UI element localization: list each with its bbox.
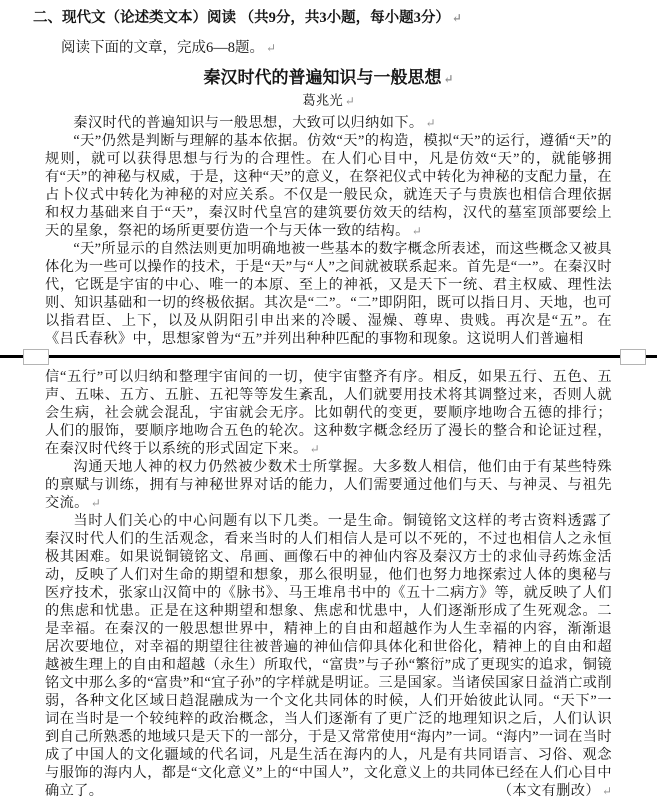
page-margin-marker-right: [620, 349, 646, 365]
source-note-text: （本文有删改）: [497, 783, 600, 799]
paragraph-mark: ↵: [266, 41, 277, 55]
paragraph-mark: ↵: [90, 496, 101, 510]
paragraph-mark: ↵: [443, 72, 454, 86]
paragraph-mark: ↵: [425, 116, 436, 130]
paragraph-3-part-2: [45, 368, 612, 458]
paragraph-mark: ↵: [344, 94, 355, 108]
page-break-line: [0, 355, 657, 358]
paragraph-3-text-before-break: “天”所显示的自然法则更加明确地被一些基本的数字概念所表述，而这些概念又被具体化为一些可以操作的技术，于是“天”与“人”之间就被联系起来。首先是“一”。在秦汉时代，它既是宇宙的中心、唯一的本原、至上的神祇，又是天下一统、君主权威、理性法则、知识基础和一切的终极依据。其次是“二”。“二”即阴阳，既可以指日月、天地，也可以指君臣、上下，以及从阴阳引申出来的冷暖、湿燥、尊卑、贵贱。再次是“五”。在《吕氏春秋》中，思想家曾为“五”并列出种种匹配的事物和现象。这说明人们普遍相: [45, 241, 612, 347]
paragraph-2: [45, 132, 612, 240]
paragraph-mark: ↵: [601, 784, 612, 798]
section-heading: [33, 9, 624, 28]
paragraph-3-part-1: [45, 240, 612, 348]
paragraph-mark: ↵: [411, 224, 422, 238]
paragraph-3-text-after-break: 信“五行”可以归纳和整理宇宙间的一切，使宇宙整齐有序。相反，如果五行、五色、五声、五味、五方、五脏、五祀等等发生紊乱，人们就要用技术将其调整过来，否则人就会生病，社会就会混乱，宇宙就会无序。比如朝代的变更，要顺序地吻合五德的排行；人们的服饰，要顺序地吻合五色的轮次。这种数字概念经历了漫长的整合和论证过程，在秦汉时代终于以系统的形式固定下来。: [45, 369, 612, 457]
section-heading-text: 二、现代文（论述类文本）阅读 （共9分，共3小题，每小题3分）: [33, 10, 450, 26]
source-note: [469, 782, 612, 800]
paragraph-4: [45, 458, 612, 512]
article-author-text: 葛兆光: [302, 93, 343, 108]
paragraph-5-text: 当时人们关心的中心问题有以下几类。一是生命。铜镜铭文这样的考古资料透露了秦汉时代人们的生活观念，看来当时的人们相信人是可以不死的，不过也相信人之永恒极其困难。如果说铜镜铭文、帛画、画像石中的神仙内容及秦汉方士的求仙寻药炼金活动，反映了人们对生命的期望和想象，那么很明显，他们也努力地探索过人体的奥秘与医疗技术，张家山汉简中的《脉书》、马王堆帛书中的《五十二病方》等，就反映了人们的焦虑和忧患。正是在这种期望和想象、焦虑和忧患中，人们逐渐形成了生死观念。二是幸福。在秦汉的一般思想世界中，精神上的自由和超越作为人生幸福的内容，渐渐退居次要地位，对幸福的期望往往被普遍的神仙信仰具体化和世俗化，精神上的自由和超越被生理上的自由和超越（永生）所取代，“富贵”与子孙“繁衍”成了更现实的追求，铜镜铭文中那么多的“富贵”和“宜子孙”的字样就是明证。三是国家。当诸侯国家日益消亡或削弱，各种文化区域日趋混融成为一个文化共同体的时候，人们开始彼此认同。“天下”一词在当时是一个较纯粹的政治概念，当人们逐渐有了更广泛的地理知识之后，人们认识到自己所熟悉的地域只是天下的一部分，于是又常常使用“海内”一词。“海内”一词在当时成了中国人的文化疆域的代名词，凡是生活在海内的人，凡是有共同语言、习俗、观念与服饰的海内人，都是“文化意义”上的“中国人”，文化意义上的共同体已经在人们心目中确立了。: [45, 513, 612, 799]
paragraph-4-text: 沟通天地人神的权力仍然被少数术士所掌握。大多数人相信，他们由于有某些特殊的禀赋与训练，拥有与神秘世界对话的能力，人们需要通过他们与天、与神灵、与祖先交流。: [45, 459, 612, 511]
article-author: [33, 92, 624, 110]
paragraph-5: [45, 512, 612, 800]
paragraph-mark: ↵: [309, 442, 320, 456]
instruction-line: [33, 39, 624, 58]
paragraph-2-text: “天”仍然是判断与理解的基本依据。仿效“天”的构造，模拟“天”的运行，遵循“天”的规则，就可以获得思想与行为的合理性。在人们心目中，凡是仿效“天”的，就能够拥有“天”的神秘与权威，于是，这种“天”的意义，在祭祀仪式中转化为神秘的支配力量，在占卜仪式中转化为神秘的对应关系。不仅是一般民众，就连天子与贵族也相信合理依据和权力基础来自于“天”，秦汉时代皇宫的建筑要仿效天的结构，汉代的墓室顶部要绘上天的星象，祭祀的场所更要仿造一个与天体一致的结构。: [45, 133, 612, 239]
paragraph-mark: ↵: [451, 11, 462, 25]
article-title: [33, 67, 624, 90]
instruction-text: 阅读下面的文章，完成6—8题。: [61, 40, 264, 56]
paragraph-1: [45, 114, 612, 132]
page-margin-marker-left: [23, 349, 49, 365]
article-title-text: 秦汉时代的普遍知识与一般思想: [203, 68, 442, 87]
page-break-divider: [0, 349, 657, 365]
paragraph-1-text: 秦汉时代的普遍知识与一般思想，大致可以归纳如下。: [73, 115, 424, 131]
